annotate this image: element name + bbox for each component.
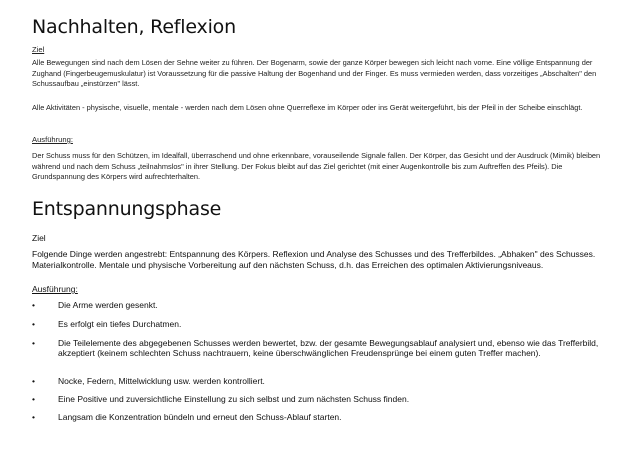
list-item bbox=[32, 300, 606, 310]
goal-paragraph-2: Alle Aktivitäten - physische, visuelle, mentale - werden nach dem Lösen ohne Querreflexe im Körper oder ins Gerät weitergeführt, bis der Pfeil in der Scheibe einschlägt. bbox=[32, 103, 583, 112]
section-title-nachhalten: Nachhalten, Reflexion bbox=[32, 16, 236, 38]
list-item bbox=[32, 338, 606, 359]
bullet-icon: • bbox=[32, 338, 35, 348]
list-item-text: Die Teilelemente des abgegebenen Schusses werden bewertet, bzw. der gesamte Bewegungsablauf analysiert und, ebenso wie das Trefferbild, akzeptiert (keinem schlechten Schuss nachtrauern, keine überschwänglichen Freudensprünge bei einem guten Treffer machen). bbox=[58, 338, 599, 359]
list-item-text: Eine Positive und zuversichtliche Einstellung zu sich selbst und zum nächsten Schuss finden. bbox=[58, 394, 410, 404]
bullet-icon: • bbox=[32, 394, 35, 404]
bullet-icon: • bbox=[32, 300, 35, 310]
list-item bbox=[32, 319, 606, 329]
section-title-entspannungsphase: Entspannungsphase bbox=[32, 198, 222, 220]
list-item-text: Es erfolgt ein tiefes Durchatmen. bbox=[58, 319, 182, 329]
bullet-icon: • bbox=[32, 319, 35, 329]
goal-label-2: Ziel bbox=[32, 233, 46, 243]
list-item bbox=[32, 376, 606, 386]
bullet-icon: • bbox=[32, 376, 35, 386]
list-item bbox=[32, 412, 606, 422]
goal-paragraph-1: Alle Bewegungen sind nach dem Lösen der Sehne weiter zu führen. Der Bogenarm, sowie der ganze Körper bewegen sich leicht nach vorne. Eine völlige Entspannung der Zughand (Fingerbeugemuskulatur) ist Voraussetzung für die passive Haltung der Bogenhand und der Finger. Es muss vermieden werden, dass vorzeitiges „Abschalten" den Schussaufbau „einstürzen" lässt. bbox=[32, 58, 597, 89]
bullet-icon: • bbox=[32, 412, 35, 422]
execution-label-2: Ausführung: bbox=[32, 284, 78, 294]
list-item-text: Langsam die Konzentration bündeln und erneut den Schuss-Ablauf starten. bbox=[58, 412, 342, 422]
execution-label: Ausführung: bbox=[32, 135, 73, 144]
list-item-text: Die Arme werden gesenkt. bbox=[58, 300, 158, 310]
goal-label: Ziel bbox=[32, 45, 45, 54]
execution-paragraph: Der Schuss muss für den Schützen, im Idealfall, überraschend und ohne erkennbare, vorauseilende Signale fallen. Der Körper, das Gesicht und der Ausdruck (Mimik) bleiben während und nach dem Schuss „teilnahmslos" in ihrer Stellung. Der Fokus bleibt auf das Ziel gerichtet (mit einer Augenkontrolle bis zum Auftreffen des Pfeils). Die Grundspannung des Körpers wird aufrechterhalten. bbox=[32, 151, 601, 182]
list-item-text: Nocke, Federn, Mittelwicklung usw. werden kontrolliert. bbox=[58, 376, 265, 386]
list-item bbox=[32, 394, 606, 404]
goal-paragraph-3: Folgende Dinge werden angestrebt: Entspannung des Körpers. Reflexion und Analyse des Schusses und des Trefferbildes. „Abhaken" des Schusses. Materialkontrolle. Mentale und physische Vorbereitung auf den nächsten Schuss, d.h. das Erreichen des optimalen Aktivierungsniveaus. bbox=[32, 249, 596, 270]
